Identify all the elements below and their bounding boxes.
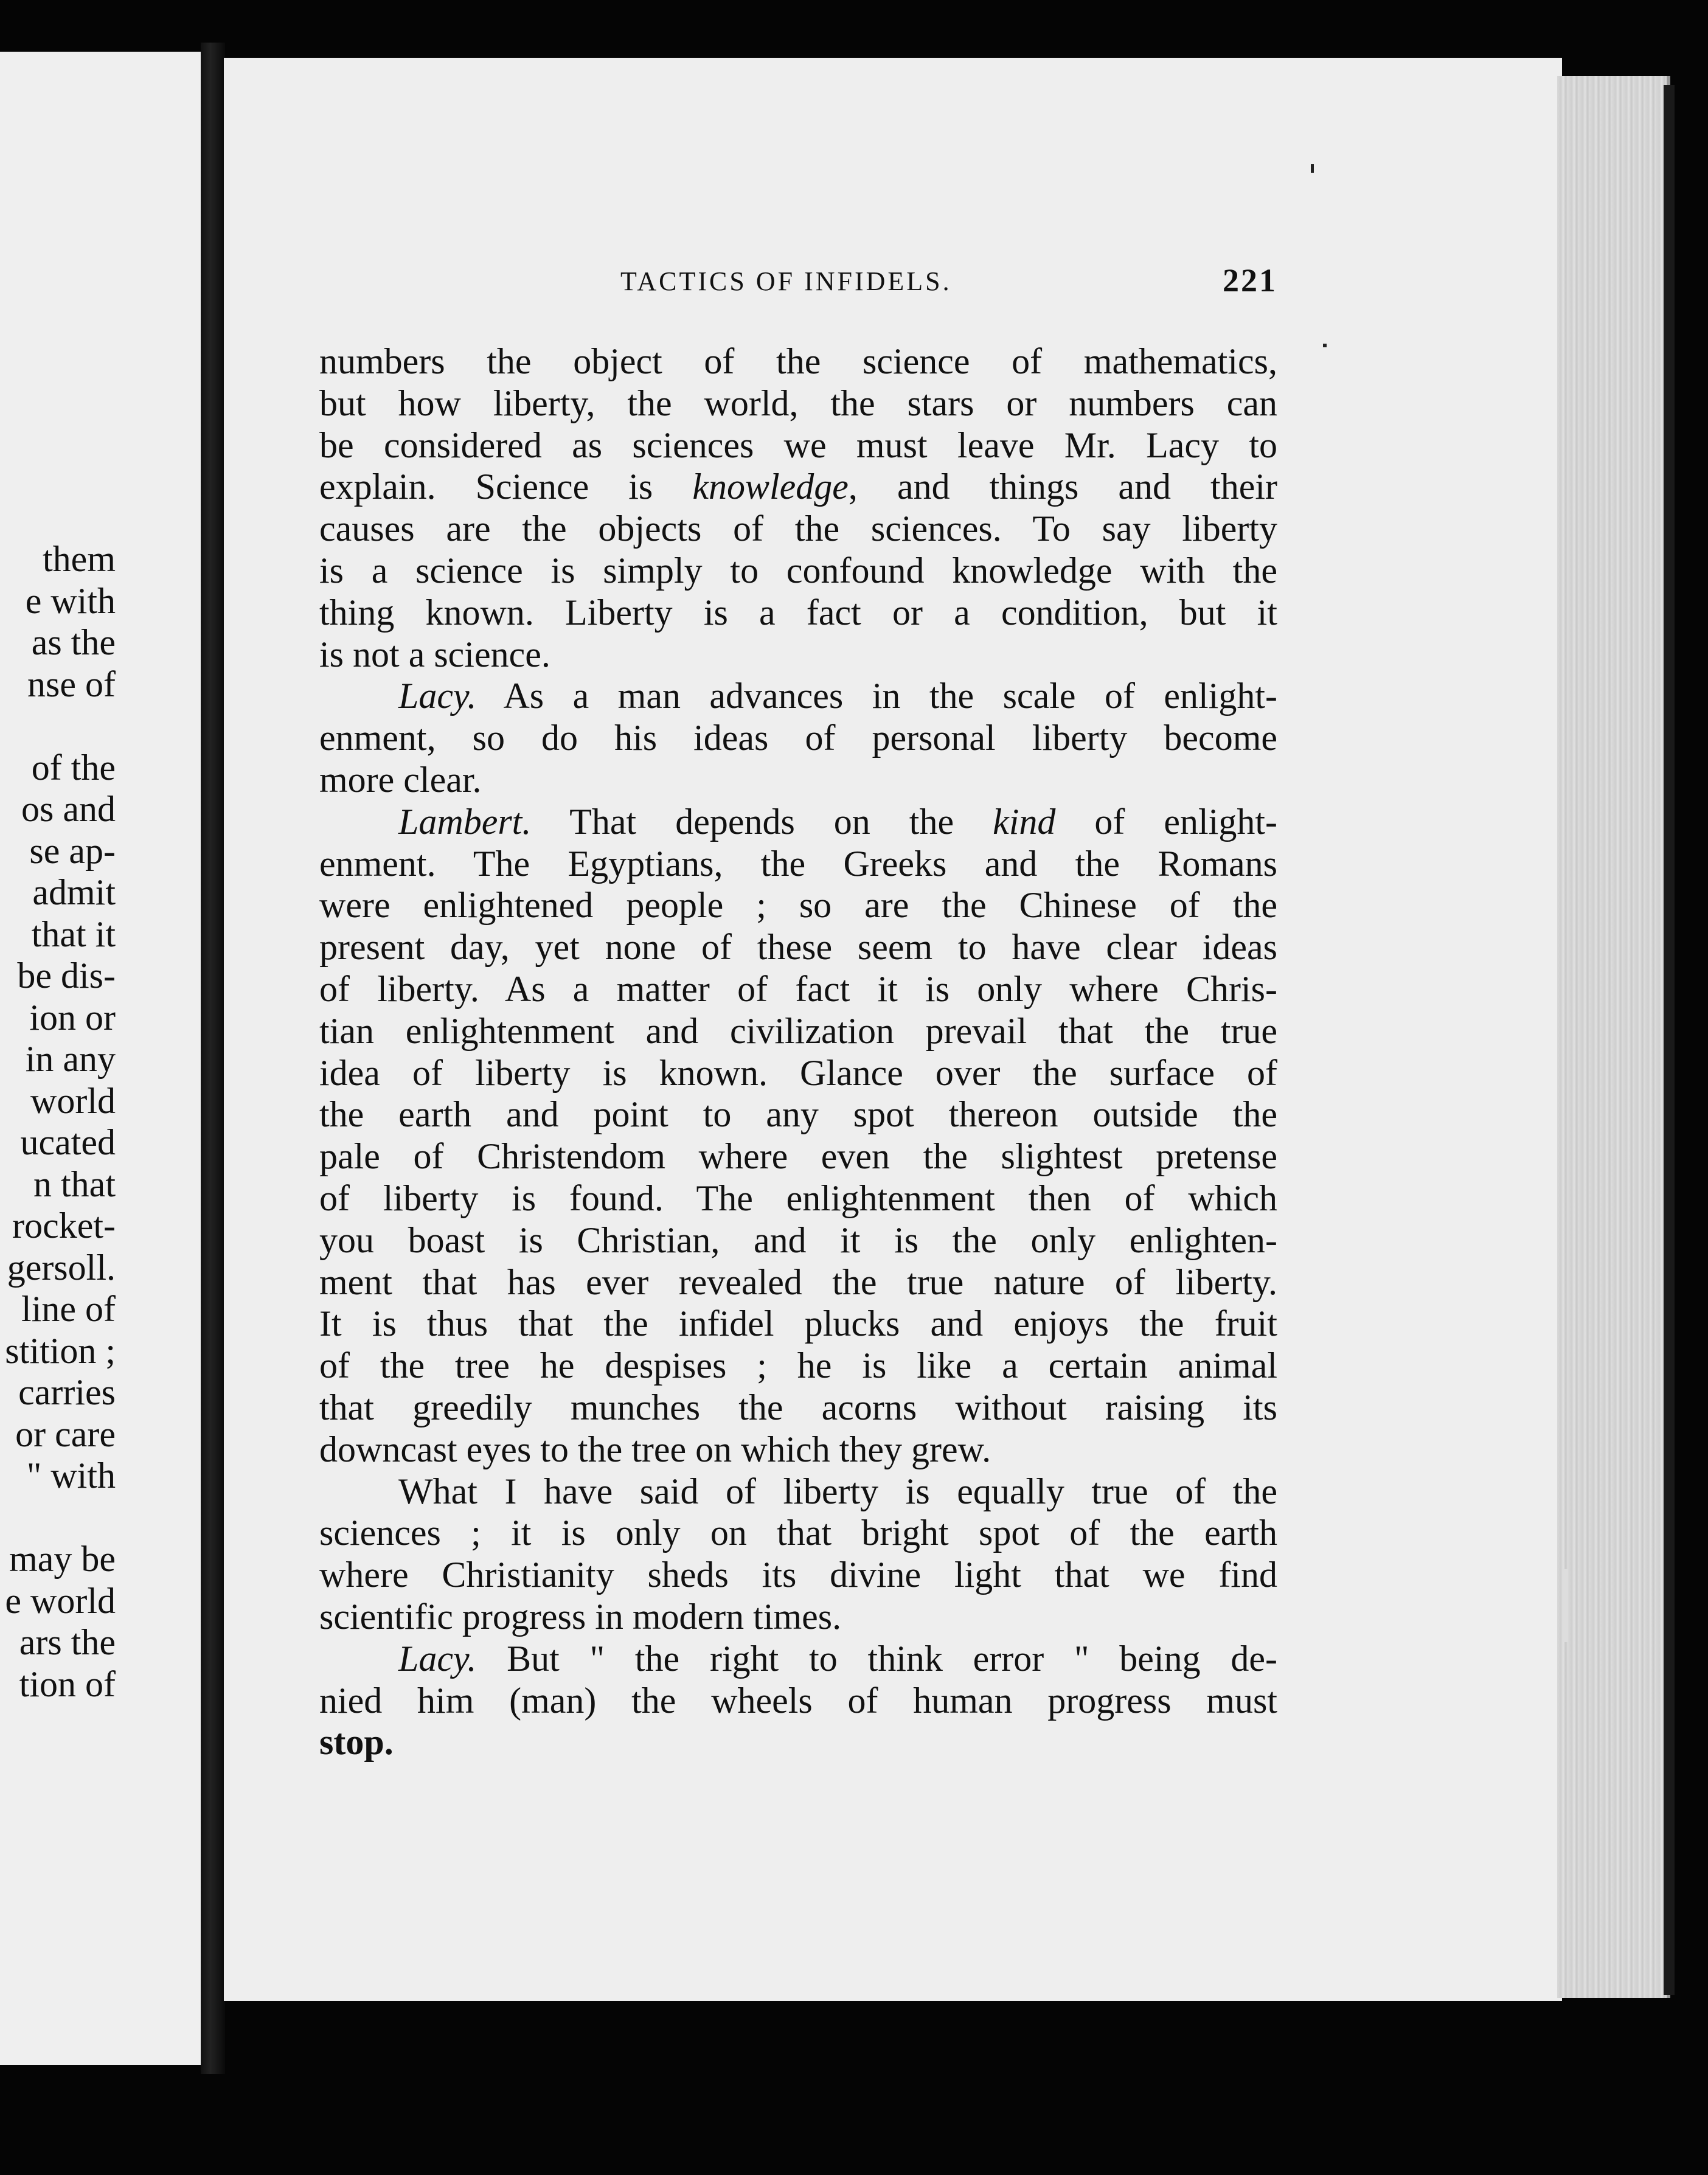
line-text: , and things and their <box>848 467 1278 507</box>
line-text: you boast is Christian, and it is the only enlighten- <box>319 1219 1277 1260</box>
line-text: be considered as sciences we must leave Mr. Lacy to <box>319 425 1277 465</box>
left-page-line: world <box>30 1080 116 1121</box>
italic-text: Lacy. <box>398 676 477 716</box>
page-number: 221 <box>1223 262 1277 299</box>
left-page-line: nse of <box>27 664 116 704</box>
text-line <box>319 634 1277 676</box>
line-text: is not a science. <box>319 634 550 675</box>
line-text: What I have said of liberty is equally true of the <box>398 1471 1277 1511</box>
line-text: enment. The Egyptians, the Greeks and the Romans <box>319 843 1277 884</box>
book-gutter <box>201 43 225 2074</box>
line-text: pale of Christendom where even the slightest pretense <box>319 1136 1277 1177</box>
left-page-line: carries <box>18 1372 116 1412</box>
line-text: explain. Science is <box>319 467 693 507</box>
line-text: where Christianity sheds its divine light that we find <box>319 1555 1277 1595</box>
text-line <box>319 1303 1277 1345</box>
left-page-line: may be <box>9 1539 116 1579</box>
left-page-line: gersoll. <box>7 1247 116 1288</box>
text-line <box>319 550 1277 592</box>
text-line <box>319 1094 1277 1136</box>
line-text: ment that has ever revealed the true nature of liberty. <box>319 1261 1277 1302</box>
page-clip-mark <box>1563 1569 1568 1642</box>
line-text: but how liberty, the world, the stars or numbers can <box>319 383 1277 423</box>
line-text: the earth and point to any spot thereon outside the <box>319 1094 1277 1135</box>
text-line <box>319 843 1277 885</box>
left-page-line: that it <box>31 914 116 954</box>
line-text: is a science is simply to confound knowledge with the <box>319 550 1277 591</box>
line-text: of enlight- <box>1055 801 1278 842</box>
line-text: of liberty. As a matter of fact it is only where Chris- <box>319 968 1277 1009</box>
text-line <box>319 1136 1277 1178</box>
line-text: that greedily munches the acorns without raising its <box>319 1387 1277 1427</box>
line-text: But " the right to think error " being de- <box>476 1638 1277 1679</box>
bold-text: stop. <box>319 1722 394 1763</box>
text-line <box>319 1387 1277 1429</box>
left-page-line: os and <box>21 789 116 829</box>
line-text: scientific progress in modern times. <box>319 1596 842 1637</box>
left-page-line: ars the <box>19 1622 116 1662</box>
text-line <box>319 1721 1277 1763</box>
line-text: of the tree he despises ; he is like a certain animal <box>319 1345 1277 1386</box>
left-page-text <box>0 538 116 1705</box>
text-line <box>319 592 1277 634</box>
text-line <box>319 884 1277 926</box>
left-page-line: " with <box>26 1455 116 1496</box>
page-edges-shadow <box>1664 85 1675 1995</box>
line-text: of liberty is found. The enlightenment then of which <box>319 1178 1277 1218</box>
text-line <box>319 1178 1277 1219</box>
left-page-line: tion of <box>19 1663 116 1704</box>
text-line <box>319 717 1277 759</box>
text-line <box>319 1010 1277 1052</box>
left-page-line: them <box>43 539 116 579</box>
left-page-line: line of <box>21 1289 116 1329</box>
text-line <box>319 675 1277 717</box>
line-text: causes are the objects of the sciences. To say liberty <box>319 508 1277 549</box>
line-text: sciences ; it is only on that bright spot of the earth <box>319 1513 1277 1553</box>
left-page-line: as the <box>31 622 116 662</box>
text-line <box>319 1554 1277 1596</box>
left-page-line: of the <box>31 747 116 788</box>
line-text: numbers the object of the science of mathematics, <box>319 341 1277 381</box>
italic-text: kind <box>993 801 1056 842</box>
left-page-line: in any <box>25 1039 116 1079</box>
left-page-line: admit <box>32 872 116 912</box>
left-page-fragment <box>0 52 201 2065</box>
text-line <box>319 1471 1277 1513</box>
line-text: thing known. Liberty is a fact or a condition, but it <box>319 592 1277 633</box>
page-edges <box>1557 76 1670 1998</box>
italic-text: Lacy. <box>398 1638 477 1679</box>
line-text: That depends on the <box>531 801 993 842</box>
text-line <box>319 1512 1277 1554</box>
text-line <box>319 1052 1277 1094</box>
text-line <box>319 1219 1277 1261</box>
left-page-line: e world <box>5 1580 116 1621</box>
scan-speck <box>1323 344 1327 347</box>
text-line <box>319 1261 1277 1303</box>
text-line <box>319 425 1277 467</box>
left-page-line: or care <box>15 1414 116 1454</box>
text-line <box>319 1596 1277 1638</box>
left-page-line: e with <box>25 580 116 621</box>
line-text: nied him (man) the wheels of human progress must <box>319 1680 1277 1721</box>
text-line <box>319 1429 1277 1471</box>
text-line <box>319 801 1277 843</box>
left-page-line: se ap- <box>29 830 116 871</box>
body-text <box>319 341 1277 1763</box>
italic-text: Lambert. <box>398 801 532 842</box>
left-page-line: rocket- <box>12 1205 116 1246</box>
italic-text: knowledge <box>692 467 849 507</box>
left-page-line: ion or <box>29 997 116 1038</box>
text-line <box>319 968 1277 1010</box>
left-page-line <box>0 705 116 747</box>
text-line <box>319 926 1277 968</box>
text-line <box>319 466 1277 508</box>
left-page-line: n that <box>33 1164 116 1204</box>
left-page-line <box>0 1497 116 1539</box>
text-line <box>319 1680 1277 1722</box>
running-head: TACTICS OF INFIDELS. <box>620 266 952 296</box>
text-line <box>319 1638 1277 1680</box>
line-text: enment, so do his ideas of personal liberty become <box>319 718 1277 758</box>
line-text: more clear. <box>319 759 482 800</box>
line-text: were enlightened people ; so are the Chinese of the <box>319 885 1277 926</box>
left-page-line: ucated <box>20 1122 116 1162</box>
line-text: present day, yet none of these seem to have clear ideas <box>319 927 1277 968</box>
line-text: idea of liberty is known. Glance over the surface of <box>319 1052 1277 1093</box>
text-line <box>319 383 1277 425</box>
text-line <box>319 341 1277 383</box>
line-text: As a man advances in the scale of enlight- <box>476 676 1277 716</box>
line-text: It is thus that the infidel plucks and enjoys the fruit <box>319 1303 1277 1344</box>
left-page-line: be dis- <box>17 956 116 996</box>
scan-speck <box>1311 164 1314 173</box>
text-line <box>319 1345 1277 1387</box>
text-line <box>319 508 1277 550</box>
line-text: downcast eyes to the tree on which they grew. <box>319 1429 991 1469</box>
left-page-line: stition ; <box>5 1330 116 1371</box>
line-text: tian enlightenment and civilization prevail that the true <box>319 1010 1277 1051</box>
text-line <box>319 759 1277 801</box>
